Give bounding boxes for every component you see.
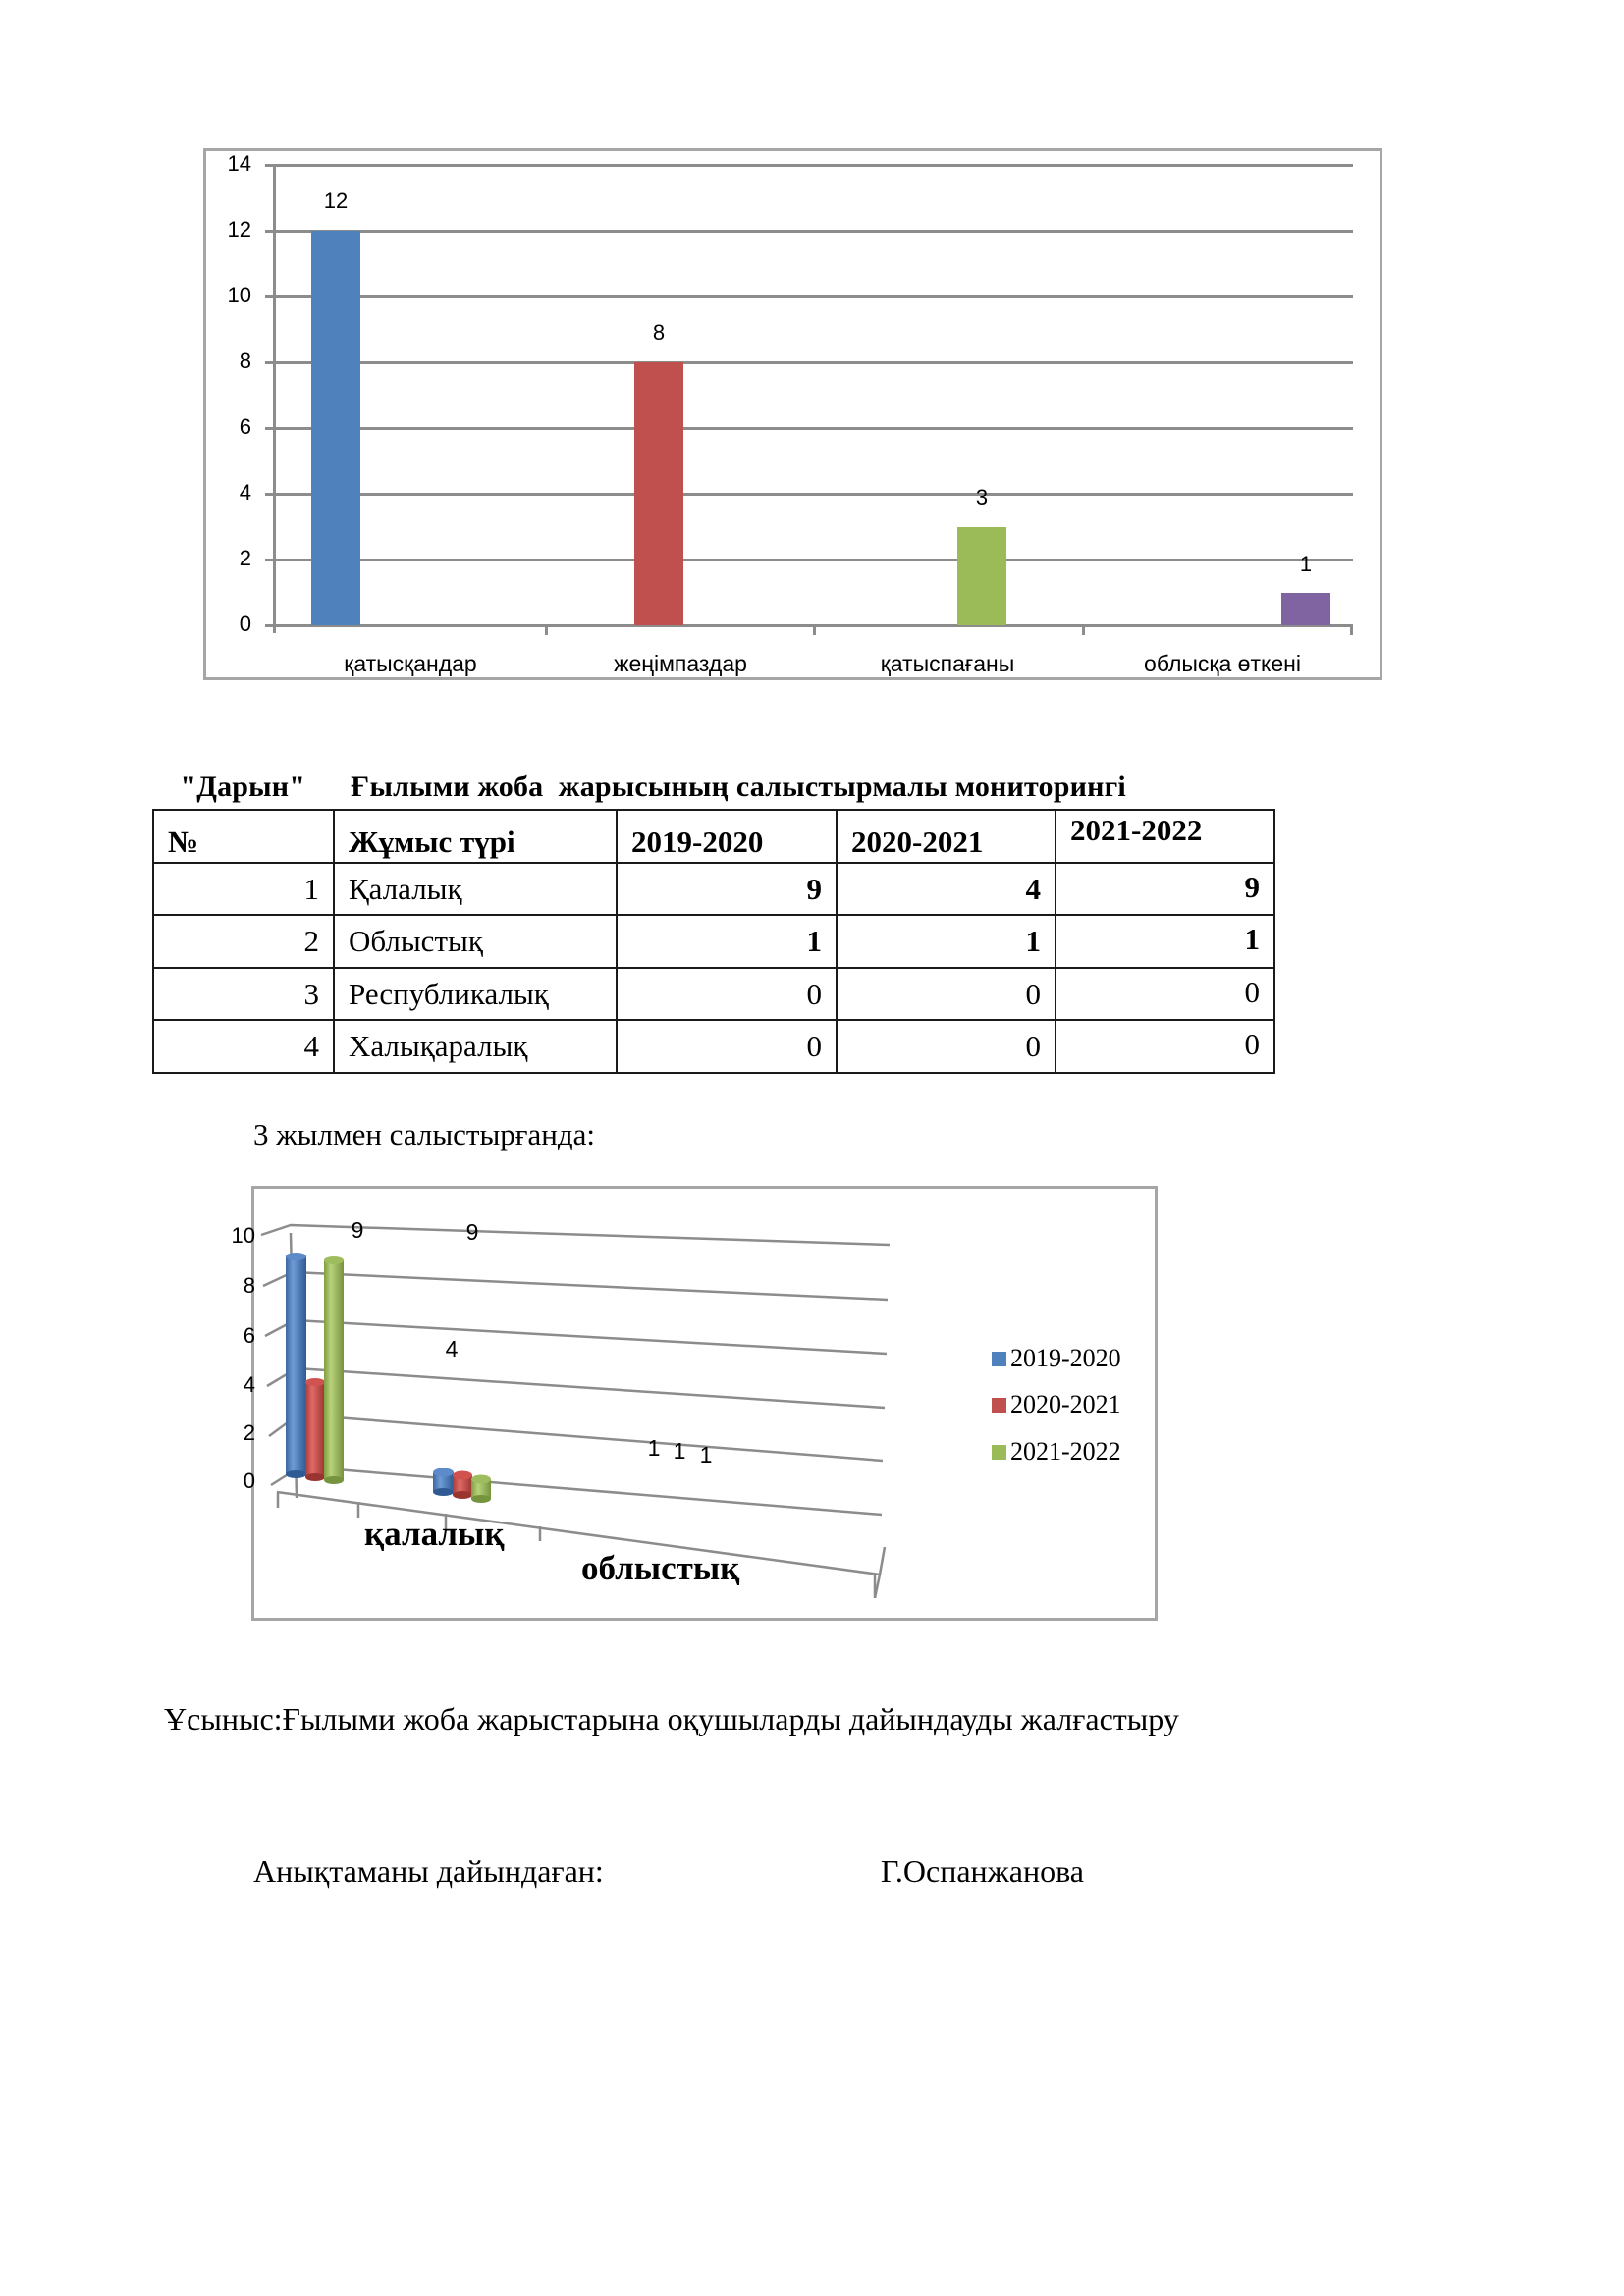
- chart2-ytick-label: 8: [243, 1273, 255, 1298]
- cell-number: 4: [153, 1020, 334, 1073]
- cell-2019-2020: 9: [617, 863, 837, 915]
- chart2-ytick-label: 4: [243, 1372, 255, 1397]
- recommendation-text: Ұсыныс:Ғылыми жоба жарыстарына оқушыларды дайындауды жалғастыру: [164, 1701, 1179, 1736]
- chart1-category-label: қатыспағаны: [880, 651, 1015, 676]
- cell-2021-2022: 9: [1056, 863, 1274, 915]
- heading-quoted-name: "Дарын": [180, 771, 306, 803]
- header-work-type: Жұмыс түрі: [334, 810, 617, 863]
- bar-not-participated: [957, 527, 1006, 625]
- legend-swatch-green: [992, 1445, 1006, 1460]
- table-row: [153, 968, 1274, 1020]
- cell-2019-2020: 1: [617, 915, 837, 968]
- cell-work-type: Облыстық: [334, 915, 617, 968]
- cell-2020-2021: 0: [837, 1020, 1056, 1073]
- cylinder-value-label: 4: [445, 1336, 459, 1362]
- chart1-x-tick: [813, 625, 816, 635]
- chart1-gridline-14: [265, 164, 1353, 167]
- comparison-label: 3 жылмен салыстырғанда:: [253, 1117, 595, 1151]
- cell-2021-2022: 0: [1056, 968, 1274, 1020]
- chart2-ytick-label: 6: [243, 1323, 255, 1348]
- bar-value-label: 1: [1299, 552, 1313, 576]
- cell-2019-2020: 0: [617, 1020, 837, 1073]
- legend-label: 2021-2022: [1010, 1437, 1121, 1466]
- table-header-row: [153, 810, 1274, 863]
- bar-value-label: 3: [975, 485, 989, 509]
- bar-passed-to-region: [1281, 593, 1330, 625]
- chart1-ytick-label: 14: [227, 151, 251, 176]
- legend-item-2019-2020: [992, 1344, 1121, 1373]
- chart2-ytick-label: 2: [243, 1420, 255, 1445]
- cylinder-region-2020-2021: [453, 1471, 472, 1500]
- cylinder-value-label: 9: [465, 1219, 479, 1245]
- cell-2020-2021: 0: [837, 968, 1056, 1020]
- header-2021-2022: 2021-2022: [1056, 810, 1274, 863]
- cylinder-region-2021-2022: [471, 1475, 491, 1504]
- chart1-category-label: жеңімпаздар: [614, 651, 747, 676]
- chart1-x-tick: [1350, 625, 1353, 635]
- chart1-ytick-label: 8: [239, 348, 251, 373]
- legend-item-2020-2021: [992, 1390, 1121, 1419]
- cell-2021-2022: 0: [1056, 1020, 1274, 1073]
- cell-2020-2021: 4: [837, 863, 1056, 915]
- chart1-x-tick: [545, 625, 548, 635]
- legend-swatch-red: [992, 1398, 1006, 1413]
- chart1-gridline-12: [265, 230, 1353, 233]
- chart1-gridline-2: [265, 559, 1353, 561]
- chart1-ytick-label: 10: [227, 283, 251, 307]
- chart1-ytick-label: 2: [239, 546, 251, 570]
- cell-work-type: Қалалық: [334, 863, 617, 915]
- chart2-category-city: қалалық: [364, 1515, 505, 1553]
- monitoring-table: [152, 809, 1275, 1074]
- chart2-ytick-label: 10: [231, 1223, 255, 1248]
- cell-number: 3: [153, 968, 334, 1020]
- cell-work-type: Халықаралық: [334, 1020, 617, 1073]
- signature-label: Анықтаманы дайындаған:: [253, 1853, 604, 1889]
- cell-2019-2020: 0: [617, 968, 837, 1020]
- cylinder-value-label: 9: [351, 1217, 364, 1243]
- header-2019-2020: 2019-2020: [617, 810, 837, 863]
- chart1-ytick-label: 0: [239, 612, 251, 636]
- cell-2020-2021: 1: [837, 915, 1056, 968]
- chart1-gridline-6: [265, 427, 1353, 430]
- header-2020-2021: 2020-2021: [837, 810, 1056, 863]
- chart1-ytick-label: 12: [227, 217, 251, 241]
- chart1-category-label: қатысқандар: [344, 651, 477, 676]
- cylinder-value-label: 1: [673, 1438, 686, 1464]
- cell-work-type: Республикалық: [334, 968, 617, 1020]
- chart1-category-label: облысқа өткені: [1144, 651, 1301, 676]
- bar-value-label: 12: [323, 188, 349, 213]
- table-row: [153, 863, 1274, 915]
- table-row: [153, 915, 1274, 968]
- bar-participants: [311, 231, 360, 625]
- cylinder-value-label: 1: [647, 1435, 661, 1461]
- cylinder-city-2020-2021: [305, 1378, 325, 1481]
- bar-winners: [634, 362, 683, 625]
- signature-name: Г.Оспанжанова: [881, 1853, 1084, 1889]
- legend-item-2021-2022: [992, 1437, 1121, 1467]
- table-row: [153, 1020, 1274, 1073]
- chart1-y-axis: [273, 164, 276, 633]
- cylinder-city-2021-2022: [324, 1256, 344, 1484]
- chart2-ytick-label: 0: [243, 1468, 255, 1493]
- chart1-x-axis: [265, 624, 1353, 627]
- legend-swatch-blue: [992, 1352, 1006, 1366]
- heading-text: Ғылыми жоба жарысының салыстырмалы мониторингі: [351, 771, 1126, 803]
- legend-label: 2020-2021: [1010, 1390, 1121, 1418]
- cylinder-region-2019-2020: [433, 1468, 454, 1497]
- results-bar-chart: [203, 148, 1382, 680]
- cylinder-city-2019-2020: [286, 1253, 306, 1478]
- chart1-ytick-label: 6: [239, 414, 251, 439]
- chart1-gridline-4: [265, 493, 1353, 496]
- legend-label: 2019-2020: [1010, 1344, 1121, 1372]
- chart1-ytick-label: 4: [239, 480, 251, 505]
- chart1-x-tick: [1082, 625, 1085, 635]
- cell-number: 1: [153, 863, 334, 915]
- bar-value-label: 8: [652, 320, 666, 345]
- chart1-gridline-10: [265, 295, 1353, 298]
- cell-number: 2: [153, 915, 334, 968]
- chart1-gridline-8: [265, 361, 1353, 364]
- section-heading: [165, 737, 1126, 804]
- cylinder-value-label: 1: [699, 1442, 713, 1468]
- header-number: №: [153, 810, 334, 863]
- cell-2021-2022: 1: [1056, 915, 1274, 968]
- chart2-category-region: облыстық: [581, 1549, 740, 1587]
